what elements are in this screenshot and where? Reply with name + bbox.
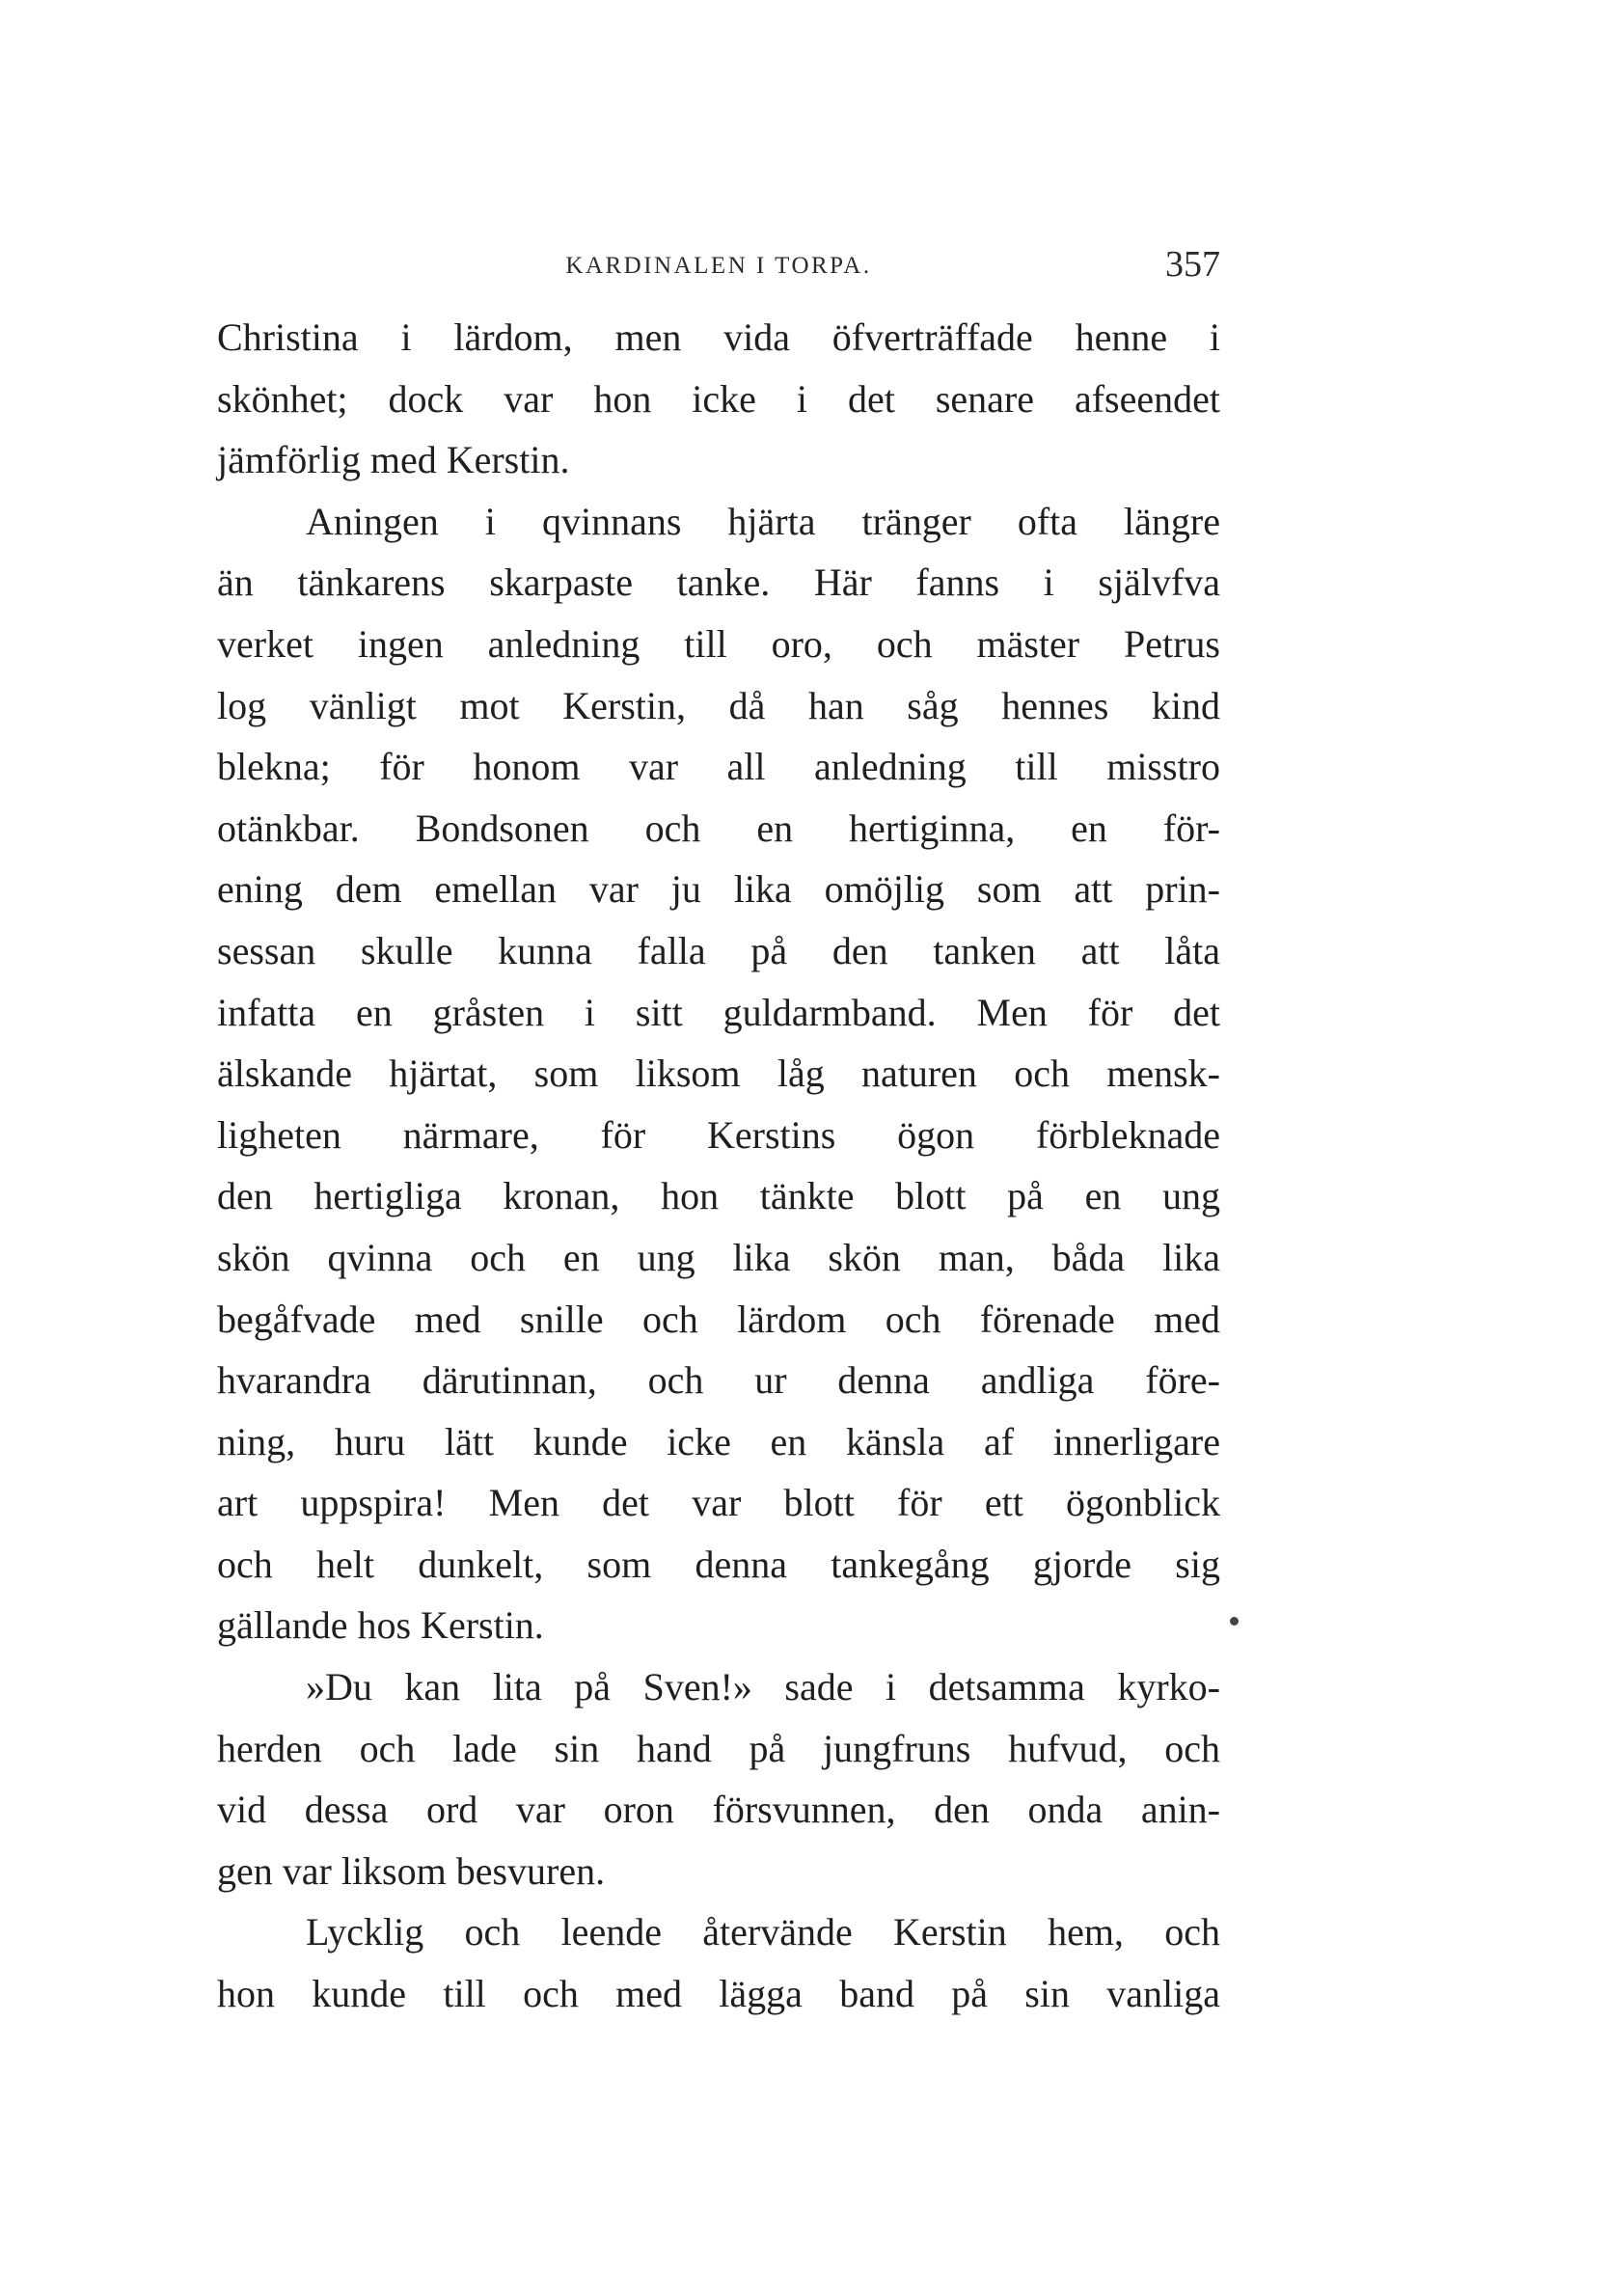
text-line: sessan skulle kunna falla på den tanken att låta [217, 928, 1220, 972]
ink-speck [1230, 1617, 1239, 1626]
text-line: än tänkarens skarpaste tanke. Här fanns i självfva [217, 560, 1220, 605]
text-line: ning, huru lätt kunde icke en känsla af innerligare [217, 1419, 1220, 1463]
text-line: Lycklig och leende återvände Kerstin hem, och [306, 1910, 1220, 1954]
text-line: skön qvinna och en ung lika skön man, båda lika [217, 1235, 1220, 1279]
text-line: hon kunde till och med lägga band på sin vanliga [217, 1972, 1220, 2016]
text-line: verket ingen anledning till oro, och mäster Petrus [217, 621, 1220, 666]
running-head [217, 243, 1220, 291]
text-line: ening dem emellan var ju lika omöjlig som att prin- [217, 867, 1220, 912]
text-line: gen var liksom besvuren. [217, 1848, 606, 1893]
text-line: och helt dunkelt, som denna tankegång gjorde sig [217, 1542, 1220, 1586]
text-line: skönhet; dock var hon icke i det senare afseendet [217, 376, 1220, 421]
text-line: Christina i lärdom, men vida öfverträffade henne i [217, 315, 1220, 359]
text-line: gällande hos Kerstin. [217, 1603, 544, 1648]
text-line: blekna; för honom var all anledning till misstro [217, 745, 1220, 789]
running-title: KARDINALEN I TORPA. [565, 253, 872, 279]
text-line: hvarandra därutinnan, och ur denna andliga före- [217, 1358, 1220, 1403]
page-number: 357 [1165, 244, 1220, 285]
text-line: log vänligt mot Kerstin, då han såg hennes kind [217, 683, 1220, 727]
body-text [217, 307, 1220, 2025]
text-line: art uppspira! Men det var blott för ett ögonblick [217, 1481, 1220, 1525]
text-line: Aningen i qvinnans hjärta tränger ofta längre [306, 499, 1220, 543]
text-line: begåfvade med snille och lärdom och förenade med [217, 1297, 1220, 1341]
text-line: jämförlig med Kerstin. [217, 438, 570, 482]
text-line: infatta en gråsten i sitt guldarmband. Men för det [217, 990, 1220, 1034]
text-line: vid dessa ord var oron försvunnen, den onda anin- [217, 1788, 1220, 1832]
text-line: ligheten närmare, för Kerstins ögon förbleknade [217, 1112, 1220, 1157]
text-line: den hertigliga kronan, hon tänkte blott på en ung [217, 1174, 1220, 1218]
text-line: älskande hjärtat, som liksom låg naturen och mensk- [217, 1052, 1220, 1096]
text-line: otänkbar. Bondsonen och en hertiginna, en för- [217, 806, 1220, 850]
text-line: herden och lade sin hand på jungfruns hufvud, och [217, 1726, 1220, 1770]
text-line: »Du kan lita på Sven!» sade i detsamma kyrko- [306, 1665, 1220, 1709]
